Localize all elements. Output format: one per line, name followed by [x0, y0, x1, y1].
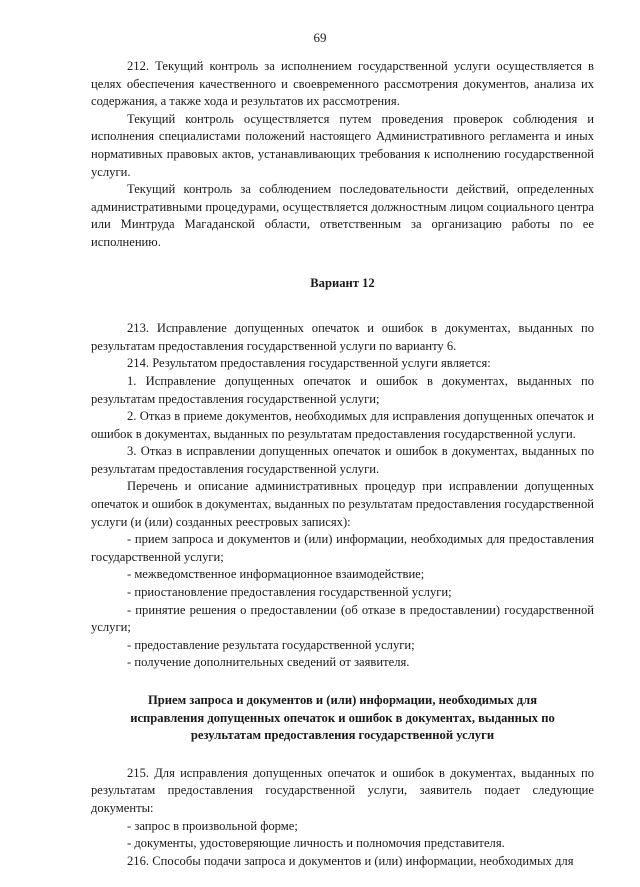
- result-item-3: 3. Отказ в исправлении допущенных опечаток и ошибок в документах, выданных по результатам предоставления государственной услуги.: [91, 444, 594, 476]
- result-item-1: 1. Исправление допущенных опечаток и ошибок в документах, выданных по результатам предоставления государственной услуги;: [91, 373, 594, 406]
- procedure-item: - получение дополнительных сведений от заявителя.: [127, 655, 410, 670]
- page-number: 69: [313, 30, 327, 45]
- paragraph-215: 215. Для исправления допущенных опечаток и ошибок в документах, выданных по результатам предоставления государственной услуги, заявитель подает следующие документы:: [91, 765, 594, 815]
- document-body: [91, 58, 594, 870]
- section-title-line: результатам предоставления государственной услуги: [190, 728, 495, 743]
- paragraph-control-sequence: Текущий контроль за соблюдением последовательности действий, определенных административными процедурами, осуществляется должностным лицом социального центра или Минтруда Магаданской области, ответственным за организацию работы по ее исполнению.: [91, 182, 594, 249]
- document-item: - документы, удостоверяющие личность и полномочия представителя.: [127, 836, 505, 851]
- paragraph-control-method: Текущий контроль осуществляется путем проведения проверок соблюдения и исполнения специалистами положений настоящего Административного регламента и иных нормативных правовых актов, устанавливающих требования к исполнению государственной услуги.: [91, 111, 594, 179]
- procedure-item: - принятие решения о предоставлении (об отказе в предоставлении) государственной услуги;: [91, 602, 594, 635]
- result-item-2: 2. Отказ в приеме документов, необходимых для исправления допущенных опечаток и ошибок в документах, выданных по результатам предоставления государственной услуги.: [91, 409, 594, 441]
- paragraph-214: 214. Результатом предоставления государственной услуги является:: [127, 356, 491, 371]
- variant-title: Вариант 12: [310, 275, 375, 290]
- document-item: - запрос в произвольной форме;: [127, 818, 298, 833]
- section-title: [97, 692, 588, 745]
- procedure-item: - предоставление результата государственной услуги;: [127, 637, 415, 652]
- procedure-item: - межведомственное информационное взаимодействие;: [127, 567, 425, 582]
- paragraph-216: 216. Способы подачи запроса и документов и (или) информации, необходимых для: [127, 853, 574, 868]
- procedure-item: - приостановление предоставления государственной услуги;: [127, 585, 452, 600]
- procedures-intro: Перечень и описание административных процедур при исправлении допущенных опечаток и ошибок в документах, выданных по результатам предоставления государственной услуги (и (или) созданных реестровых записях):: [91, 479, 594, 529]
- paragraph-213: 213. Исправление допущенных опечаток и ошибок в документах, выданных по результатам предоставления государственной услуги по варианту 6.: [91, 321, 594, 353]
- procedure-item: - прием запроса и документов и (или) информации, необходимых для предоставления государственной услуги;: [91, 532, 594, 564]
- paragraph-212: 212. Текущий контроль за исполнением государственной услуги осуществляется в целях обеспечения качественного и своевременного рассмотрения документов, анализа их содержания, а также хода и результатов их рассмотрения.: [91, 59, 594, 109]
- section-title-line: Прием запроса и документов и (или) информации, необходимых для: [147, 693, 538, 707]
- section-title-line: исправления допущенных опечаток и ошибок в документах, выданных по: [130, 710, 555, 725]
